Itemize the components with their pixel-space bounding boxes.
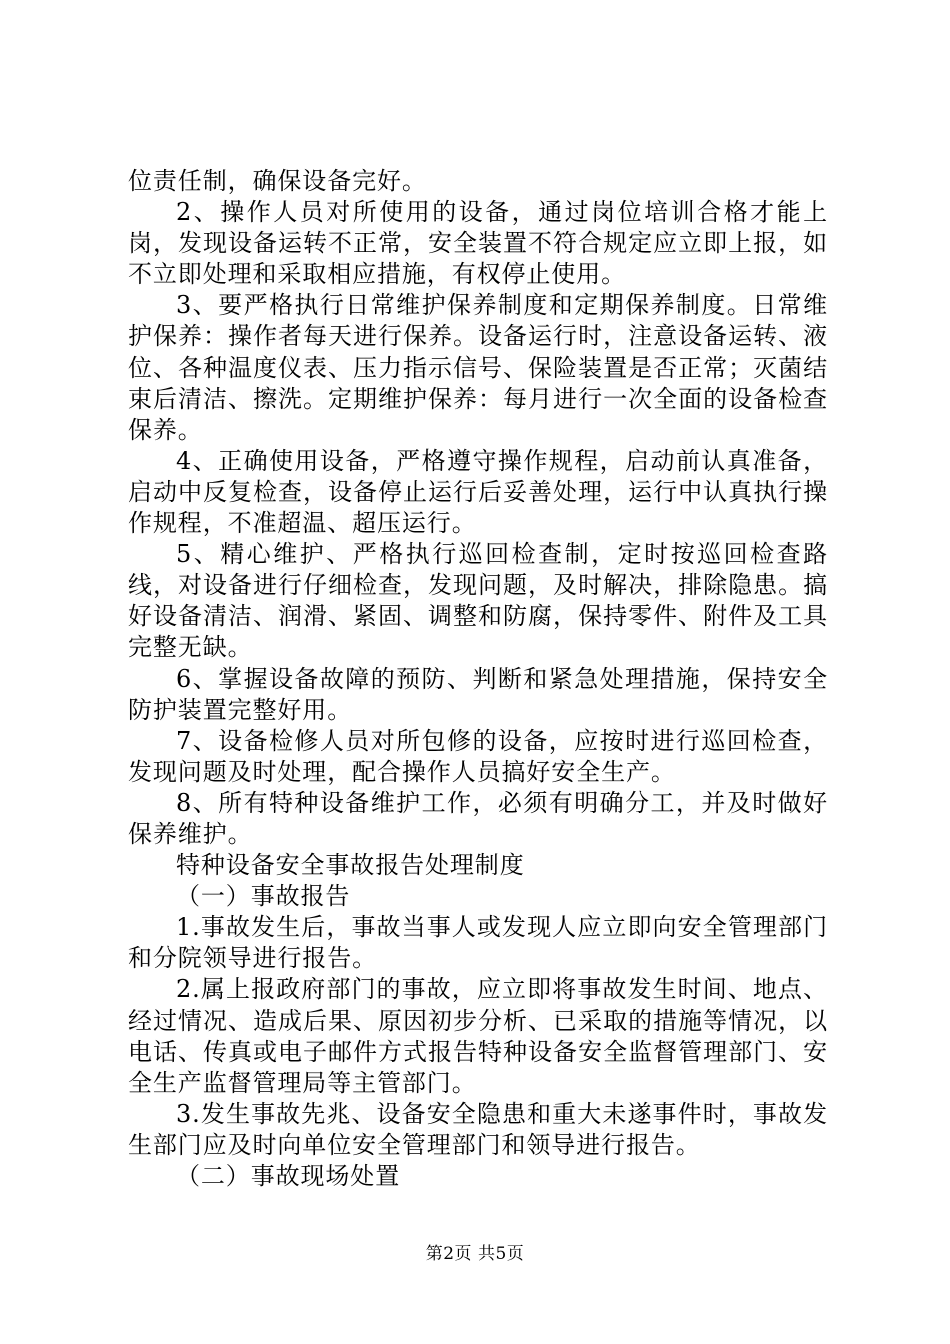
document-body bbox=[128, 166, 828, 1192]
report-item-2: 2.属上报政府部门的事故，应立即将事故发生时间、地点、经过情况、造成后果、原因初步分析、已采取的措施等情况，以电话、传真或电子邮件方式报告特种设备安全监督管理部门、安全生产监督管理局等主管部门。 bbox=[128, 975, 828, 1097]
paragraph-item-3: 3、要严格执行日常维护保养制度和定期保养制度。日常维护保养：操作者每天进行保养。设备运行时，注意设备运转、液位、各种温度仪表、压力指示信号、保险装置是否正常；灭菌结束后清洁、擦洗。定期维护保养：每月进行一次全面的设备检查保养。 bbox=[128, 291, 828, 444]
subsection-heading-2: （二）事故现场处置 bbox=[176, 1162, 401, 1190]
paragraph-item-7: 7、设备检修人员对所包修的设备，应按时进行巡回检查，发现问题及时处理，配合操作人员搞好安全生产。 bbox=[128, 726, 828, 786]
paragraph-continuation: 位责任制，确保设备完好。 bbox=[128, 167, 427, 195]
report-item-3: 3.发生事故先兆、设备安全隐患和重大未遂事件时，事故发生部门应及时向单位安全管理部门和领导进行报告。 bbox=[128, 1099, 828, 1159]
paragraph-item-5: 5、精心维护、严格执行巡回检查制，定时按巡回检查路线，对设备进行仔细检查，发现问题，及时解决，排除隐患。搞好设备清洁、润滑、紧固、调整和防腐，保持零件、附件及工具完整无缺。 bbox=[128, 540, 828, 662]
paragraph-item-6: 6、掌握设备故障的预防、判断和紧急处理措施，保持安全防护装置完整好用。 bbox=[128, 664, 828, 724]
report-item-1: 1.事故发生后，事故当事人或发现人应立即向安全管理部门和分院领导进行报告。 bbox=[128, 913, 828, 973]
page-number-footer: 第2页 共5页 bbox=[425, 1244, 525, 1264]
paragraph-item-8: 8、所有特种设备维护工作，必须有明确分工，并及时做好保养维护。 bbox=[128, 788, 828, 848]
paragraph-item-4: 4、正确使用设备，严格遵守操作规程，启动前认真准备，启动中反复检查，设备停止运行后妥善处理，运行中认真执行操作规程，不准超温、超压运行。 bbox=[128, 446, 828, 538]
subsection-heading-1: （一）事故报告 bbox=[176, 882, 351, 911]
section-title: 特种设备安全事故报告处理制度 bbox=[176, 851, 525, 880]
paragraph-item-2: 2、操作人员对所使用的设备，通过岗位培训合格才能上岗，发现设备运转不正常，安全装置不符合规定应立即上报，如不立即处理和采取相应措施，有权停止使用。 bbox=[128, 198, 828, 289]
